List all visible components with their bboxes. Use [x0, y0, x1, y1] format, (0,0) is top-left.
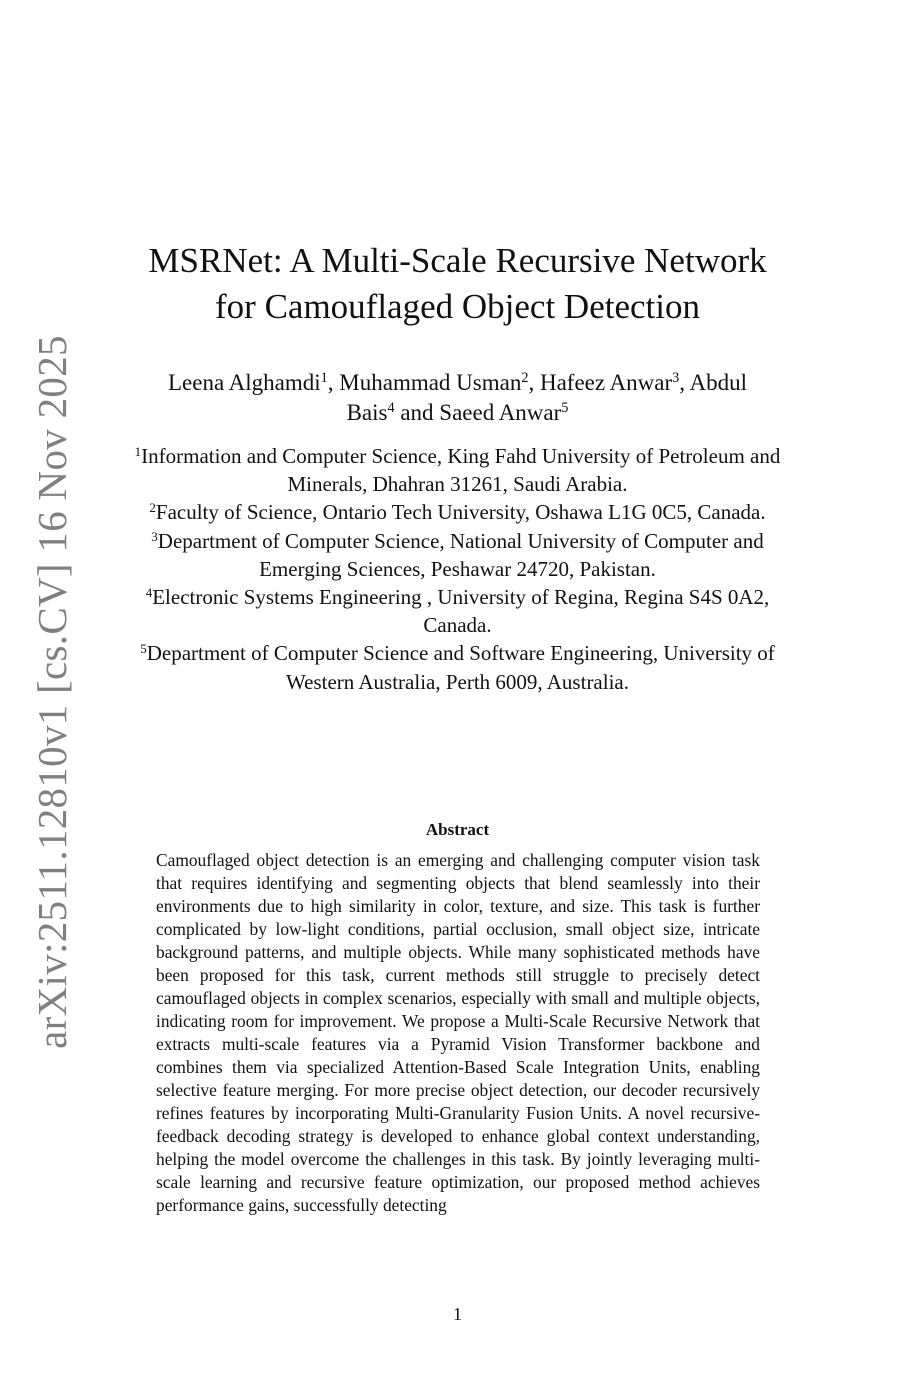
abstract-heading: Abstract — [425, 820, 490, 839]
affiliation-text: Electronic Systems Engineering , University of Regina, Regina S4S 0A2, Canada. — [152, 585, 770, 638]
affiliation-text: Faculty of Science, Ontario Tech University, Oshawa L1G 0C5, Canada. — [155, 500, 766, 525]
affiliation-item — [130, 639, 785, 695]
author-name: Saeed Anwar — [439, 400, 562, 425]
author-name: Leena Alghamdi — [168, 370, 321, 395]
author-affiliation-mark: 2 — [521, 370, 529, 387]
author-separator: , — [679, 370, 690, 395]
paper-title: MSRNet: A Multi-Scale Recursive Network for Camouflaged Object Detection — [148, 241, 767, 326]
affiliation-number: 2 — [149, 500, 156, 516]
affiliation-text: Department of Computer Science and Software Engineering, University of Western Australia, Perth 6009, Australia. — [146, 641, 775, 694]
affiliation-number: 5 — [140, 641, 147, 657]
affiliation-text: Department of Computer Science, National University of Computer and Emerging Sciences, Peshawar 24720, Pakistan. — [157, 528, 764, 581]
affiliation-number: 4 — [145, 584, 153, 600]
author-separator: and — [394, 400, 440, 425]
author-separator: , — [327, 370, 340, 395]
arxiv-identifier-stamp — [22, 320, 82, 1064]
author-name: Hafeez Anwar — [539, 370, 673, 395]
affiliation-item — [130, 442, 785, 498]
author-name: Muhammad Usman — [339, 370, 522, 395]
author-affiliation-mark: 5 — [561, 400, 569, 417]
affiliation-item — [130, 498, 785, 526]
affiliation-text: Information and Computer Science, King Fahd University of Petroleum and Minerals, Dhahran 31261, Saudi Arabia. — [141, 444, 781, 497]
abstract-body: Camouflaged object detection is an emerging and challenging computer vision task that requires identifying and segmenting objects that blend seamlessly into their environments due to high similarity in color, texture, and size. This task is further complicated by low-light conditions, partial occlusion, small object size, intricate background patterns, and multiple objects. While many sophisticated methods have been proposed for this task, current methods still struggle to precisely detect camouflaged objects in complex scenarios, especially with small and multiple objects, indicating room for improvement. We propose a Multi-Scale Recursive Network that extracts multi-scale features via a Pyramid Vision Transformer backbone and combines them via specialized Attention-Based Scale Integration Units, enabling selective feature merging. For more precise object detection, our decoder recursively refines features by incorporating Multi-Granularity Fusion Units. A novel recursive-feedback decoding strategy is developed to enhance global context understanding, helping the model overcome the challenges in this task. By jointly leveraging multi-scale learning and recursive feature optimization, our proposed method achieves performance gains, successfully detecting — [156, 850, 760, 1215]
affiliation-item — [130, 583, 785, 639]
author-affiliation-mark: 1 — [320, 370, 328, 387]
author-name: Abdul Bais — [346, 370, 747, 425]
page-number: 1 — [453, 1304, 462, 1324]
affiliation-number: 3 — [151, 528, 158, 544]
author-affiliation-mark: 3 — [672, 370, 680, 387]
author-separator: , — [528, 370, 540, 395]
affiliation-number: 1 — [134, 443, 142, 459]
author-affiliation-mark: 4 — [387, 400, 395, 417]
author-list — [150, 368, 765, 428]
affiliation-item — [130, 527, 785, 583]
arxiv-identifier-text: arXiv:2511.12810v1 [cs.CV] 16 Nov 2025 — [29, 335, 75, 1049]
affiliation-list — [130, 442, 785, 696]
